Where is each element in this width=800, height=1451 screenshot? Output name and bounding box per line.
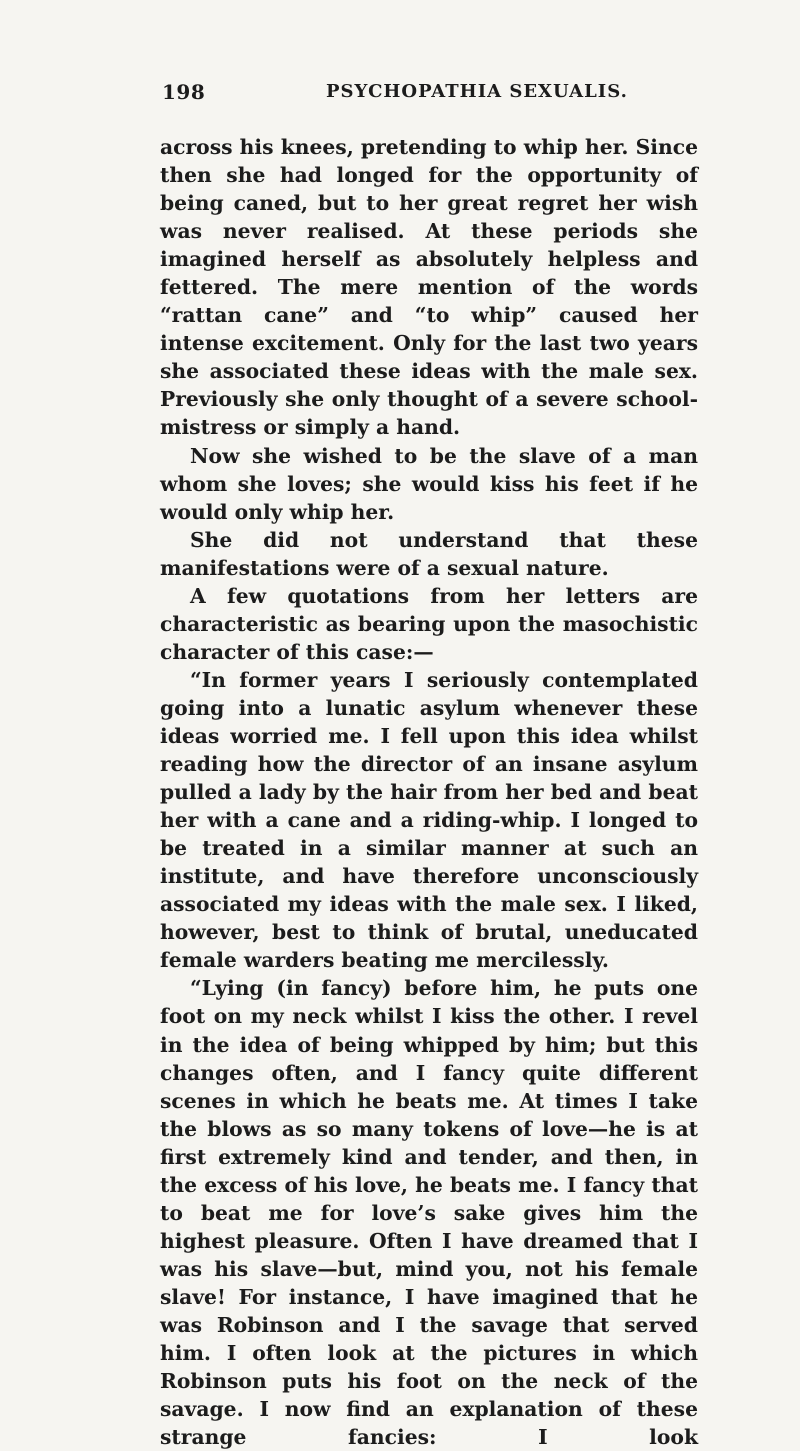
paragraph: She did not understand that these manifestations were of a sexual nature. [160, 527, 698, 580]
paragraph: “In former years I seriously contemplated going into a lunatic asylum whenever these ideas worried me. I fell upon this idea whilst reading how the director of an insane asylum pulled a lady by the hair from her bed and beat her with a cane and a riding-whip. I longed to be treated in a similar manner at such an institute, and have therefore unconsciously associated my ideas with the male sex. I liked, however, best to think of brutal, uneducated female warders beating me mercilessly. [160, 667, 698, 973]
paragraph: Now she wished to be the slave of a man whom she loves; she would kiss his feet if he would only whip her. [160, 443, 698, 524]
page-number: 198 [162, 80, 206, 104]
paragraph: “Lying (in fancy) before him, he puts one foot on my neck whilst I kiss the other. I revel in the idea of being whipped by him; but this changes often, and I fancy quite different scenes in which he beats me. At times I take the blows as so many tokens of love—he is at first extremely kind and tender, and then, in the excess of his love, he beats me. I fancy that to beat me for love’s sake gives him the highest pleasure. Often I have dreamed that I was his slave—but, mind you, not his female slave! For instance, I have imagined that he was Robinson and I the savage that served him. I often look at the pictures in which Robinson puts his foot on the neck of the savage. I now find an explanation of these strange fancies: I look [160, 976, 698, 1450]
body-text [160, 133, 698, 1451]
page-header [162, 80, 662, 114]
running-head: PSYCHOPATHIA SEXUALIS. [326, 81, 628, 102]
paragraph: A few quotations from her letters are characteristic as bearing upon the masochistic character of this case:— [160, 583, 698, 664]
paragraph: across his knees, pretending to whip her. Since then she had longed for the opportunity of being caned, but to her great regret her wish was never realised. At these periods she imagined herself as absolutely helpless and fettered. The mere mention of the words “rattan cane” and “to whip” caused her intense excitement. Only for the last two years she associated these ideas with the male sex. Previously she only thought of a severe school-mistress or simply a hand. [160, 135, 698, 440]
